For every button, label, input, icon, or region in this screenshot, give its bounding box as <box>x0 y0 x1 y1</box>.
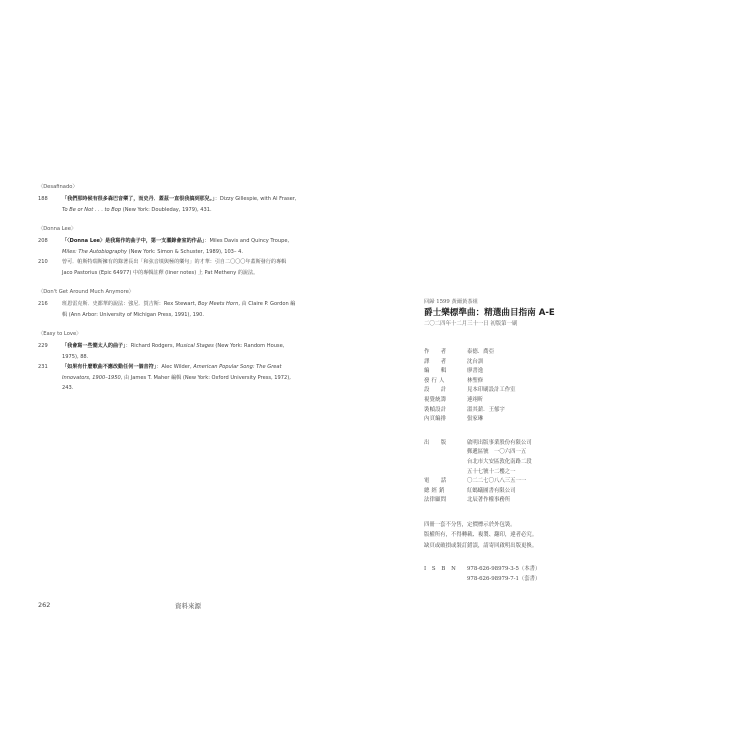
running-title: 資料來源 <box>175 602 201 610</box>
note-entry <box>38 362 298 394</box>
note-page-number: 208 <box>38 238 48 244</box>
credit-label: 發 行 人 <box>424 377 445 384</box>
credits-list <box>424 348 654 425</box>
note-text: To Be or Not . . . to Bop <box>62 206 122 213</box>
note-page-number: 210 <box>38 259 48 265</box>
note-text: 曾可．帕斯特瑞斯擁有的錄著長出「和弦音填與極的樂句」的才華：引自二〇〇〇年蓋斯發行的專輯 Jaco Pastorius (Epic 64977) 中的專輯註釋 (liner notes) 上 Pat Metheny 的說法。 <box>62 259 287 276</box>
credit-label: 譯 者 <box>424 358 447 365</box>
credit-row <box>424 406 654 416</box>
isbn-label <box>424 575 467 585</box>
publisher-row <box>424 439 654 449</box>
note-text: 「〈Donna Lee〉是我寫作的曲子中，第一支灌錄會室的作品」 <box>62 238 205 244</box>
credit-row <box>424 377 654 387</box>
credit-label: 視覺統籌 <box>424 396 447 403</box>
publisher-label: 電 話 <box>424 478 447 485</box>
isbn-row <box>424 575 654 585</box>
note-page-number: 188 <box>38 196 48 202</box>
colophon <box>424 298 654 585</box>
credit-value: 連翊昕 <box>467 396 484 403</box>
note-entry <box>38 341 298 362</box>
note-entry <box>38 194 298 215</box>
note-text: 「如果有什麼歌曲不應改動任何一個音符」 <box>62 364 157 370</box>
isbn-row <box>424 565 654 575</box>
section-heading: 〈Donna Lee〉 <box>38 226 77 232</box>
publisher-label: 出 版 <box>424 439 447 446</box>
note-page-number: 231 <box>38 364 48 370</box>
notice-line: 缺頁或破損或裝訂錯誤，請寄回啟明出版更換。 <box>424 542 538 549</box>
note-text: (New York: Simon & Schuster, 1989), 103– 4. <box>126 248 243 255</box>
credit-value: 廖書逸 <box>467 368 484 375</box>
note-text: , 由 James T. Maher 編輯 (New York: Oxford University Press, 1972), 243. <box>62 374 291 391</box>
note-page-number: 216 <box>38 301 48 307</box>
note-entry <box>38 257 298 278</box>
note-page-number: 229 <box>38 343 48 349</box>
isbn-list <box>424 565 654 584</box>
note-text: Miles: The Autobiography <box>62 248 127 255</box>
publisher-info <box>424 439 654 506</box>
notice-line: 四冊一套不分售，定價標示於外包裝。 <box>424 521 516 528</box>
note-text: Boy Meets Horn <box>197 301 239 307</box>
isbn-value: 978-626-98979-7-1（套書） <box>467 576 541 582</box>
publisher-label <box>424 458 467 468</box>
section-heading: 〈Easy to Love〉 <box>38 331 82 337</box>
book-title: 爵士樂標準曲：精選曲目指南 A-E <box>424 308 555 318</box>
credit-label: 編 輯 <box>424 368 447 375</box>
credit-label: 設 計 <box>424 387 447 394</box>
credit-label: 裝幀設計 <box>424 406 447 413</box>
credit-label: 內頁編排 <box>424 416 447 423</box>
note-text: , 由 Claire P. Gordon 編輯 (Ann Arbor: University of Michigan Press, 1991), 190. <box>62 301 296 318</box>
note-text: ：Alec Wilder, <box>156 364 194 370</box>
publisher-value: 郵遞區號 一〇六四一五 <box>467 449 527 456</box>
publisher-row <box>424 458 654 468</box>
publisher-value: 〇二二七〇八八三五一一 <box>467 478 527 485</box>
credit-value: 見本印刷設計工作室 <box>467 387 516 394</box>
credit-row <box>424 348 654 358</box>
right-page <box>375 0 750 750</box>
credit-value: 沈台訓 <box>467 358 484 365</box>
note-text: American Popular Song: The Great Innovators, 1900–1950 <box>62 364 282 381</box>
credit-row <box>424 396 654 406</box>
publisher-value: 啟明出版事業股份有限公司 <box>467 439 532 446</box>
notes-section <box>38 183 298 394</box>
credit-row <box>424 367 654 377</box>
note-text: (New York: Doubleday, 1979), 431. <box>121 206 212 213</box>
note-text: ：Miles Davis and Quincy Troupe, <box>204 238 290 244</box>
publisher-value: 北辰著作權事務所 <box>467 497 511 504</box>
publisher-label <box>424 448 467 458</box>
credit-value: 林聖修 <box>467 377 484 384</box>
isbn-value: 978-626-98979-3-5（本書） <box>467 566 541 573</box>
publisher-label: 總 經 銷 <box>424 487 445 494</box>
note-text: ：Richard Rodgers, <box>125 343 176 349</box>
credit-value: 溫其薪．王郁宇 <box>467 406 505 413</box>
note-text: Musical Stages <box>175 343 214 349</box>
note-text: (New York: Random House, 1975), 88. <box>62 343 285 360</box>
isbn-label: I S B N <box>424 566 457 573</box>
publisher-label: 法律顧問 <box>424 497 447 504</box>
publisher-value: 台北市大安區敦化南路二段 <box>467 458 532 465</box>
credit-row <box>424 386 654 396</box>
credit-label: 作 者 <box>424 349 447 355</box>
publisher-row <box>424 496 654 506</box>
publisher-value: 紅螞蟻圖書有限公司 <box>467 487 516 494</box>
publisher-value: 五十七號十二樓之一 <box>467 468 516 475</box>
publisher-row <box>424 468 654 478</box>
page-number: 262 <box>38 601 51 609</box>
publisher-label <box>424 468 467 478</box>
note-text: 「我們那時候有很多森巴音樂了，而史丹．蓋茲一直很我搞到那兒。」 <box>62 196 215 202</box>
section-heading: 〈Don't Get Around Much Anymore〉 <box>38 289 134 295</box>
note-entry <box>38 236 298 257</box>
credit-value: 泰德．喬亞 <box>467 349 494 355</box>
edition-line: 二〇二四年十二月三十一日 初版第一刷 <box>424 321 518 327</box>
copyright-notice <box>424 520 654 552</box>
note-text: ：Dizzy Gillespie, with Al Fraser, <box>214 196 297 202</box>
note-text: 班恩雷克斯．史都華的說法：強尼．賀吉斯：Rex Stewart, <box>62 301 198 307</box>
credit-row <box>424 415 654 425</box>
note-text: 「我會寫一些簡太人的曲子」 <box>62 343 126 349</box>
credit-value: 張家琳 <box>467 416 484 423</box>
publisher-row <box>424 477 654 487</box>
section-heading: 〈Desafinado〉 <box>38 184 78 190</box>
notice-line: 版權所有，不得轉載、複製、翻印，違者必究。 <box>424 532 538 539</box>
credit-row <box>424 358 654 368</box>
note-entry <box>38 299 298 320</box>
publisher-row <box>424 487 654 497</box>
publisher-row <box>424 448 654 458</box>
series-name: 回歸 1599 黃爾黃茶組 <box>424 299 478 305</box>
